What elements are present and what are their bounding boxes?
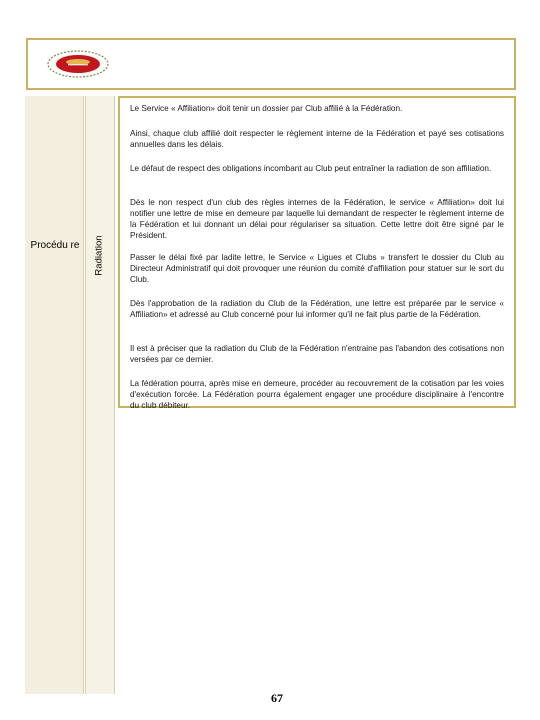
radiation-label xyxy=(89,230,109,280)
page-number: 67 xyxy=(271,691,283,705)
paragraph-radiation-letter: Dès l'approbation de la radiation du Club de la Fédération, une lettre est préparée par le service « Affiliation» et adressé au Club concerné pour lui informer qu'il ne fait plus partie de la Fédération. xyxy=(130,299,504,319)
paragraph-radiation-risk: Le défaut de respect des obligations incombant au Club peut entraîner la radiation de son affiliation. xyxy=(130,164,492,173)
paragraph-recouvrement: La fédération pourra, après mise en demeure, procéder au recouvrement de la cotisation par les voies d'exécution forcée. La Fédération pourra également engager une procédure disciplinaire à l'encontre du club débiteur. xyxy=(130,379,504,410)
paragraph-cotisations: Il est à préciser que la radiation du Club de la Fédération n'entraine pas l'abandon des cotisations non versées par ce dernier. xyxy=(130,344,504,364)
section-column xyxy=(85,96,115,694)
paragraph-mise-en-demeure: Dès le non respect d'un club des règles internes de la Fédération, le service « Affiliation» doit lui notifier une lettre de mise en demeure par laquelle lui demandant de respecter le règlement interne de la Fédération et lui donnant un délai pour régulariser sa situation. Cette lettre doit être signé par le Président. xyxy=(130,198,504,240)
procedure-column xyxy=(25,96,84,694)
procedure-label: Procédu re xyxy=(30,240,80,251)
federation-logo xyxy=(42,44,114,84)
radiation-label-text: Radiation xyxy=(93,234,105,276)
paragraph-affiliation-dossier: Le Service « Affiliation» doit tenir un dossier par Club affilié à la Fédération. xyxy=(130,104,403,113)
header-banner xyxy=(26,38,516,90)
paragraph-club-obligations: Ainsi, chaque club affilié doit respecter le règlement interne de la Fédération et payé ses cotisations annuelles dans les délais. xyxy=(130,129,504,149)
paragraph-transfer-dossier: Passer le délai fixé par ladite lettre, le Service « Ligues et Clubs » transfert le dossier du Club au Directeur Administratif qui doit provoquer une réunion du comité d'affiliation pour statuer sur le sort du Club. xyxy=(130,253,504,284)
